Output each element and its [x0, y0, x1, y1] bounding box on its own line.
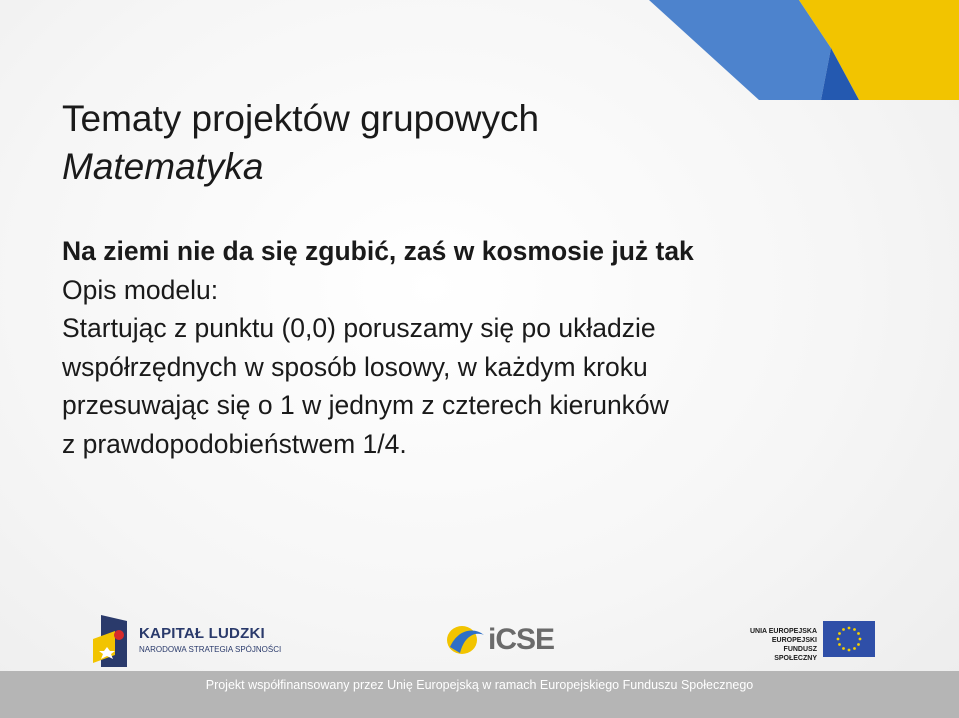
- body-heading: Na ziemi nie da się zgubić, zaś w kosmosie już tak: [62, 236, 694, 266]
- body-line: z prawdopodobieństwem 1/4.: [62, 428, 407, 459]
- kapital-ludzki-logo: [93, 611, 282, 669]
- slide-title: Tematy projektów grupowych: [62, 98, 540, 139]
- corner-decoration: [649, 0, 959, 100]
- slide-body: [62, 232, 922, 464]
- kapital-ludzki-icon: [93, 611, 135, 669]
- eu-line: UNIA EUROPEJSKA: [749, 628, 817, 635]
- kapital-ludzki-subtitle: NARODOWA STRATEGIA SPÓJNOŚCI: [139, 645, 282, 654]
- eu-text: [745, 627, 817, 663]
- slide-subtitle: Matematyka: [62, 146, 264, 187]
- icse-swirl-icon: [444, 623, 486, 657]
- icse-logo: [444, 623, 564, 657]
- eu-logo: [745, 621, 875, 662]
- body-line: Startując z punktu (0,0) poruszamy się po układzie: [62, 313, 656, 344]
- kapital-ludzki-name: KAPITAŁ LUDZKI: [139, 625, 265, 642]
- body-line: współrzędnych w sposób losowy, w każdym kroku: [62, 351, 648, 382]
- eu-line: FUNDUSZ SPOŁECZNY: [774, 646, 817, 662]
- body-line: Opis modelu:: [62, 274, 219, 305]
- footer-text: Projekt współfinansowany przez Unię Europejską w ramach Europejskiego Funduszu Społecznego: [205, 678, 754, 692]
- icse-name: iCSE: [488, 623, 555, 656]
- eu-line: EUROPEJSKI: [771, 637, 817, 644]
- body-line: przesuwając się o 1 w jednym z czterech kierunków: [62, 390, 669, 421]
- eu-flag-icon: [823, 621, 875, 657]
